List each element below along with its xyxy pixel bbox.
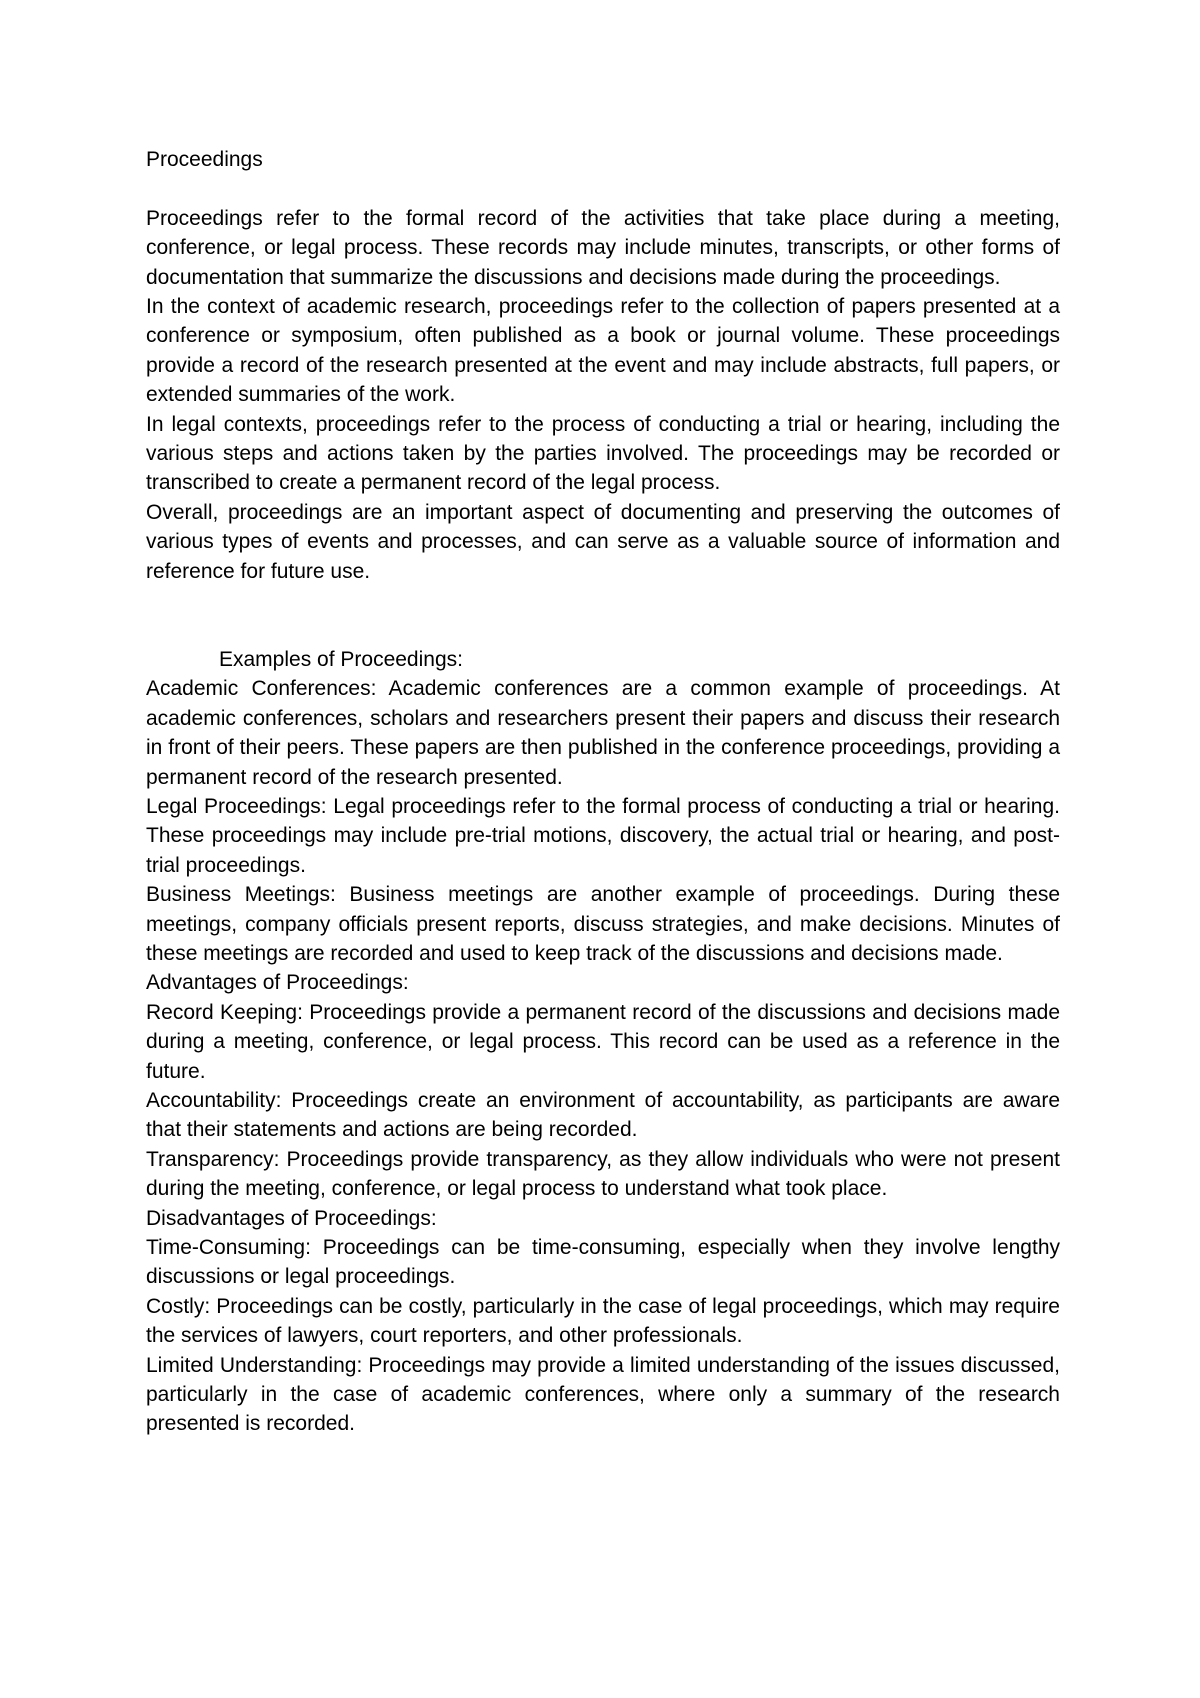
example-item: Legal Proceedings: Legal proceedings refer to the formal process of conducting a trial or hearing. These proceedings may include pre-trial motions, discovery, the actual trial or hearing, and post-trial proceedings. [146, 794, 1060, 877]
disadvantages-heading: Disadvantages of Proceedings: [146, 1206, 437, 1230]
intro-paragraph: Overall, proceedings are an important aspect of documenting and preserving the outcomes of various types of events and processes, and can serve as a valuable source of information and reference for future use. [146, 500, 1060, 583]
advantage-item: Record Keeping: Proceedings provide a permanent record of the discussions and decisions made during a meeting, conference, or legal process. This record can be used as a reference in the future. [146, 1000, 1060, 1083]
advantage-item: Accountability: Proceedings create an environment of accountability, as participants are aware that their statements and actions are being recorded. [146, 1088, 1060, 1142]
advantage-item: Transparency: Proceedings provide transparency, as they allow individuals who were not present during the meeting, conference, or legal process to understand what took place. [146, 1147, 1060, 1201]
disadvantage-item: Time-Consuming: Proceedings can be time-consuming, especially when they involve lengthy discussions or legal proceedings. [146, 1236, 1060, 1289]
intro-paragraph: In the context of academic research, proceedings refer to the collection of papers presented at a conference or symposium, often published as a book or journal volume. These proceedings provide a record of the research presented at the event and may include abstracts, full papers, or extended summaries of the work. [146, 295, 1060, 407]
document-page [146, 145, 1060, 1439]
advantages-heading: Advantages of Proceedings: [146, 971, 409, 995]
intro-paragraph: Proceedings refer to the formal record of the activities that take place during a meeting, conference, or legal process. These records may include minutes, transcripts, or other forms of documentation that summarize the discussions and decisions made during the proceedings. [146, 206, 1060, 289]
disadvantage-item: Limited Understanding: Proceedings may provide a limited understanding of the issues discussed, particularly in the case of academic conferences, where only a summary of the research presented is recorded. [146, 1353, 1060, 1436]
spacer [146, 586, 1060, 645]
example-item: Business Meetings: Business meetings are another example of proceedings. During these meetings, company officials present reports, discuss strategies, and make decisions. Minutes of these meetings are recorded and used to keep track of the discussions and decisions made. [146, 883, 1060, 965]
disadvantage-item: Costly: Proceedings can be costly, particularly in the case of legal proceedings, which may require the services of lawyers, court reporters, and other professionals. [146, 1294, 1060, 1348]
intro-paragraph: In legal contexts, proceedings refer to the process of conducting a trial or hearing, including the various steps and actions taken by the parties involved. The proceedings may be recorded or transcribed to create a permanent record of the legal process. [146, 412, 1060, 495]
examples-heading: Examples of Proceedings: [219, 647, 463, 671]
example-item: Academic Conferences: Academic conferences are a common example of proceedings. At academic conferences, scholars and researchers present their papers and discuss their research in front of their peers. These papers are then published in the conference proceedings, providing a permanent record of the research presented. [146, 677, 1060, 789]
document-title: Proceedings [146, 148, 263, 171]
spacer [146, 174, 1060, 203]
